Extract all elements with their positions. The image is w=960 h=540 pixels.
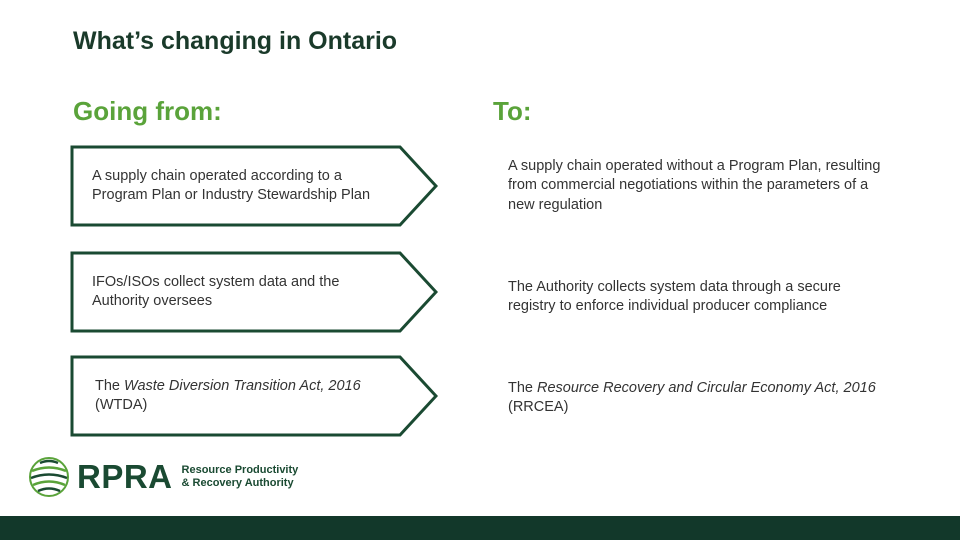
- text-segment: The: [95, 378, 125, 394]
- logo-line-1: Resource Productivity: [181, 464, 299, 476]
- rich-text: [508, 278, 888, 317]
- rpra-globe-icon: [28, 456, 70, 498]
- text-segment: A supply chain operated according to a Program Plan or Industry Stewardship Plan: [92, 168, 371, 203]
- to-text-1: [508, 145, 888, 227]
- rich-text: [508, 379, 888, 418]
- to-text-3: [508, 357, 888, 439]
- from-text-1: [92, 145, 392, 227]
- text-segment: IFOs/ISOs collect system data and the Authority oversees: [92, 274, 340, 309]
- to-heading: To:: [493, 96, 532, 126]
- logo-wordmark: RPRA: [77, 458, 173, 495]
- rpra-logo: [28, 455, 298, 499]
- rich-text: [92, 167, 392, 205]
- from-arrow-box-3: [70, 355, 438, 437]
- text-segment: (RRCEA): [508, 399, 569, 415]
- to-text-2: [508, 256, 888, 338]
- from-text-3: [95, 355, 395, 437]
- text-segment: (WTDA): [95, 397, 148, 413]
- from-arrow-box-1: [70, 145, 438, 227]
- footer-bar: [0, 516, 960, 540]
- rich-text: [508, 157, 888, 216]
- rich-text: [92, 273, 392, 311]
- text-segment: The: [508, 379, 538, 396]
- text-segment: The Authority collects system data through a secure registry to enforce individual producer compliance: [508, 278, 841, 314]
- slide-title: What’s changing in Ontario: [73, 27, 398, 55]
- logo-line-2: & Recovery Authority: [181, 477, 294, 489]
- from-text-2: [92, 251, 392, 333]
- italic-text-segment: Resource Recovery and Circular Economy Act, 2016: [537, 379, 876, 396]
- text-segment: A supply chain operated without a Program Plan, resulting from commercial negotiations within the parameters of a new regulation: [508, 157, 881, 213]
- italic-text-segment: Waste Diversion Transition Act, 2016: [124, 378, 361, 394]
- from-arrow-box-2: [70, 251, 438, 333]
- logo-tagline: [182, 464, 299, 490]
- rich-text: [95, 377, 395, 415]
- going-from-heading: Going from:: [73, 96, 222, 126]
